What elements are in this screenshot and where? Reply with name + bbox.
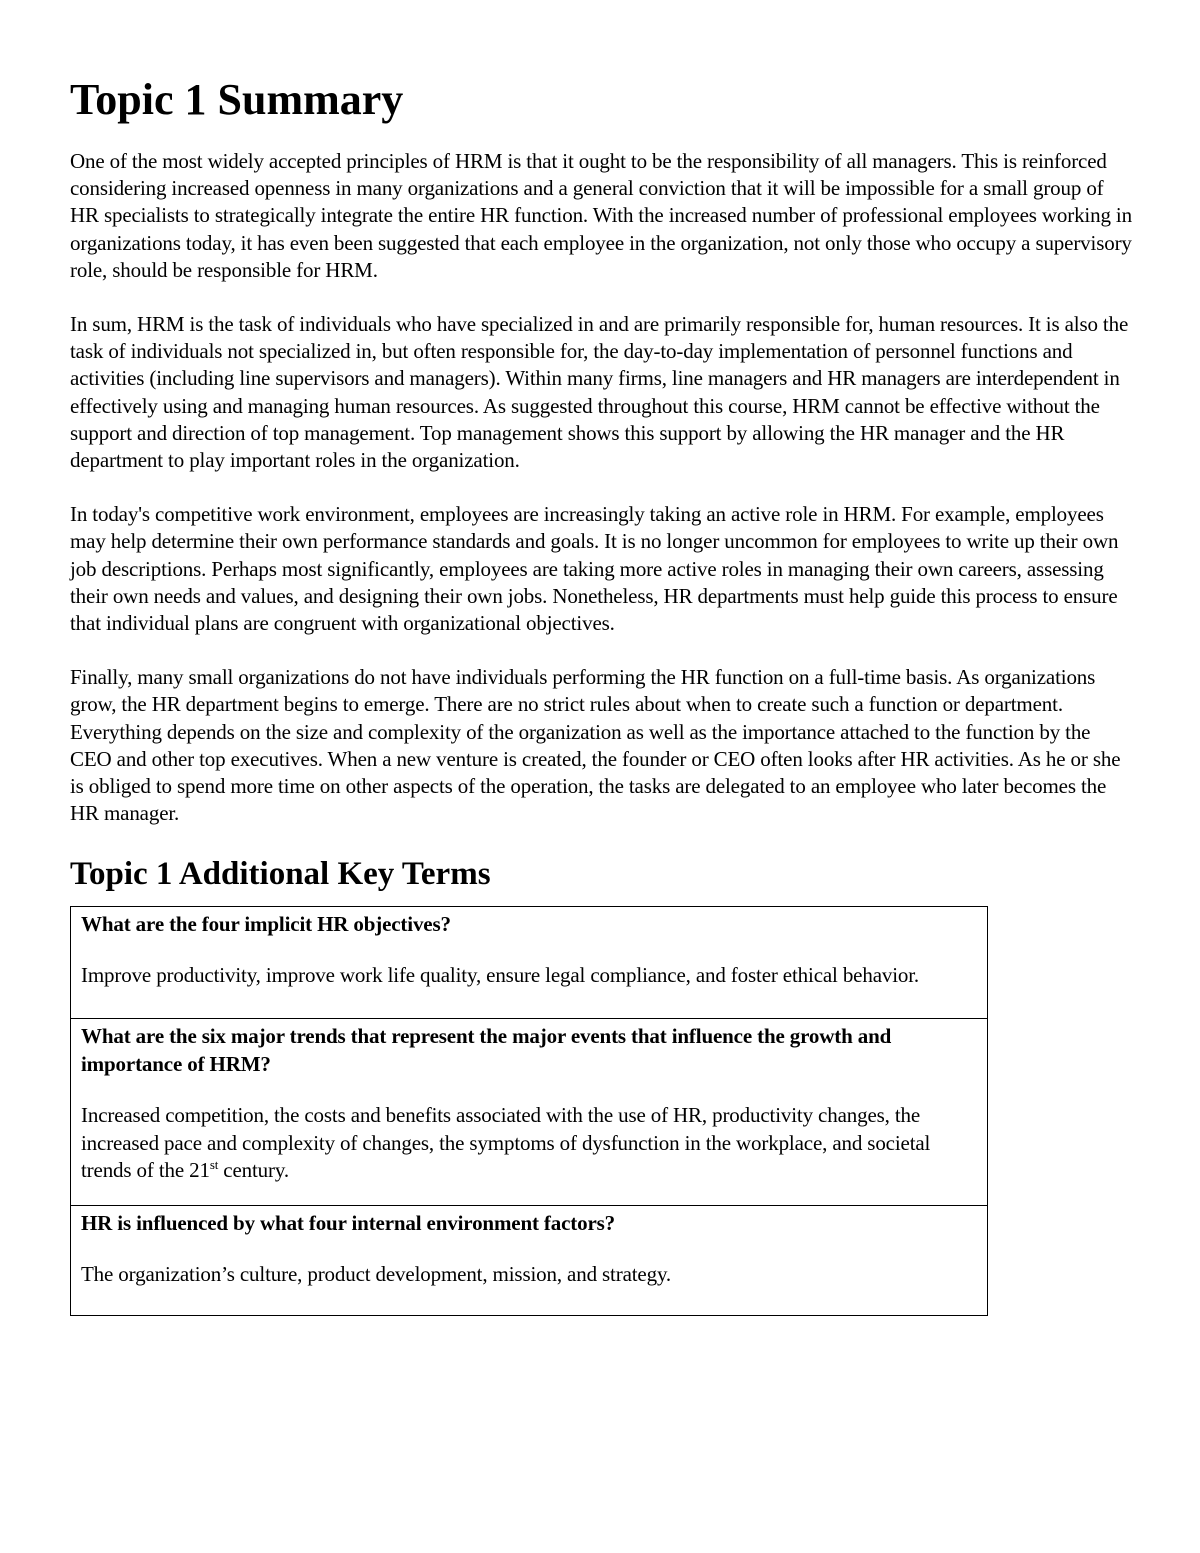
key-term-question: HR is influenced by what four internal environment factors?: [81, 1211, 616, 1236]
key-term-row: [71, 1205, 987, 1315]
key-term-answer: [81, 1102, 977, 1185]
key-term-row: [71, 907, 987, 1018]
key-term-answer-text: Increased competition, the costs and benefits associated with the use of HR, productivity changes, the increased pace and complexity of changes, the symptoms of dysfunction in the workplace, and societal trends of the 21: [81, 1103, 931, 1183]
summary-title: Topic 1 Summary: [70, 75, 404, 124]
key-term-answer-text-end: century.: [218, 1158, 289, 1183]
key-terms-table: [70, 906, 988, 1316]
key-term-row: [71, 1018, 987, 1205]
document-page: [70, 74, 1132, 1316]
summary-paragraph-1: One of the most widely accepted principles of HRM is that it ought to be the responsibility of all managers. This is reinforced considering increased openness in many organizations and a general conviction that it will be impossible for a small group of HR specialists to strategically integrate the entire HR function. With the increased number of professional employees working in organizations today, it has even been suggested that each employee in the organization, not only those who occupy a supervisory role, should be responsible for HRM.: [70, 149, 1132, 282]
summary-paragraph-4: Finally, many small organizations do not have individuals performing the HR function on a full-time basis. As organizations grow, the HR department begins to emerge. There are no strict rules about when to create such a function or department. Everything depends on the size and complexity of the organization as well as the importance attached to the function by the CEO and other top executives. When a new venture is created, the founder or CEO often looks after HR activities. As he or she is obliged to spend more time on other aspects of the operation, the tasks are delegated to an employee who later becomes the HR manager.: [70, 665, 1121, 826]
summary-paragraph-2: In sum, HRM is the task of individuals who have specialized in and are primarily responsible for, human resources. It is also the task of individuals not specialized in, but often responsible for, the day-to-day implementation of personnel functions and activities (including line supervisors and managers). Within many firms, line managers and HR managers are interdependent in effectively using and managing human resources. As suggested throughout this course, HRM cannot be effective without the support and direction of top management. Top management shows this support by allowing the HR manager and the HR department to play important roles in the organization.: [70, 312, 1129, 473]
key-term-question: What are the four implicit HR objectives?: [81, 912, 451, 937]
summary-paragraph-3: In today's competitive work environment, employees are increasingly taking an active role in HRM. For example, employees may help determine their own performance standards and goals. It is no longer uncommon for employees to write up their own job descriptions. Perhaps most significantly, employees are taking more active roles in managing their own careers, assessing their own needs and values, and designing their own jobs. Nonetheless, HR departments must help guide this process to ensure that individual plans are congruent with organizational objectives.: [70, 502, 1119, 636]
key-term-answer: Improve productivity, improve work life quality, ensure legal compliance, and foster ethical behavior.: [81, 963, 920, 988]
key-terms-title: Topic 1 Additional Key Terms: [70, 856, 491, 893]
key-term-answer-superscript: st: [209, 1157, 219, 1173]
key-term-question: What are the six major trends that represent the major events that influence the growth and importance of HRM?: [81, 1024, 892, 1077]
key-term-answer: The organization’s culture, product development, mission, and strategy.: [81, 1262, 672, 1287]
